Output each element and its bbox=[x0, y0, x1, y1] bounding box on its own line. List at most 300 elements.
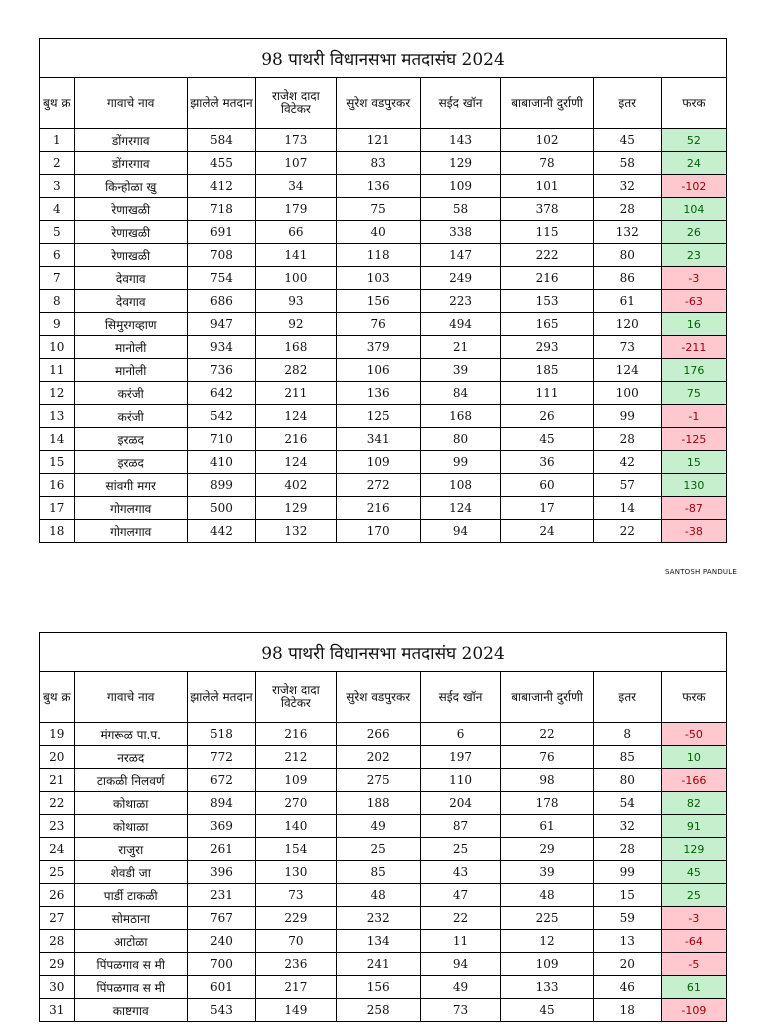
table-row bbox=[40, 497, 727, 520]
saeed-khan-cell: 147 bbox=[420, 244, 501, 267]
booth-no-cell: 3 bbox=[40, 175, 75, 198]
header-booth-no: बुथ क्र bbox=[40, 672, 75, 723]
babajani-durrani-cell: 178 bbox=[501, 792, 593, 815]
table-row bbox=[40, 474, 727, 497]
table-row bbox=[40, 792, 727, 815]
difference-cell: 61 bbox=[661, 976, 726, 999]
booth-no-cell: 14 bbox=[40, 428, 75, 451]
rajesh-vitekar-cell: 154 bbox=[256, 838, 337, 861]
others-cell: 73 bbox=[593, 336, 661, 359]
others-cell: 54 bbox=[593, 792, 661, 815]
table-row bbox=[40, 198, 727, 221]
booth-no-cell: 19 bbox=[40, 723, 75, 746]
suresh-wadpurkar-cell: 106 bbox=[336, 359, 420, 382]
rajesh-vitekar-cell: 129 bbox=[256, 497, 337, 520]
rajesh-vitekar-cell: 92 bbox=[256, 313, 337, 336]
suresh-wadpurkar-cell: 266 bbox=[336, 723, 420, 746]
rajesh-vitekar-cell: 109 bbox=[256, 769, 337, 792]
suresh-wadpurkar-cell: 156 bbox=[336, 976, 420, 999]
saeed-khan-cell: 21 bbox=[420, 336, 501, 359]
table-row bbox=[40, 723, 727, 746]
village-name-cell: रेणाखळी bbox=[74, 221, 187, 244]
others-cell: 28 bbox=[593, 838, 661, 861]
saeed-khan-cell: 43 bbox=[420, 861, 501, 884]
table-row bbox=[40, 152, 727, 175]
total-votes-cell: 518 bbox=[187, 723, 255, 746]
babajani-durrani-cell: 39 bbox=[501, 861, 593, 884]
babajani-durrani-cell: 12 bbox=[501, 930, 593, 953]
table-row bbox=[40, 953, 727, 976]
babajani-durrani-cell: 22 bbox=[501, 723, 593, 746]
difference-cell: -1 bbox=[661, 405, 726, 428]
header-difference: फरक bbox=[661, 78, 726, 129]
header-difference: फरक bbox=[661, 672, 726, 723]
difference-cell: -102 bbox=[661, 175, 726, 198]
suresh-wadpurkar-cell: 121 bbox=[336, 129, 420, 152]
table-title: 98 पाथरी विधानसभा मतदासंघ 2024 bbox=[40, 39, 727, 78]
difference-cell: -5 bbox=[661, 953, 726, 976]
village-name-cell: करंजी bbox=[74, 405, 187, 428]
village-name-cell: मानोली bbox=[74, 359, 187, 382]
babajani-durrani-cell: 101 bbox=[501, 175, 593, 198]
saeed-khan-cell: 109 bbox=[420, 175, 501, 198]
village-name-cell: सिमुरगव्हाण bbox=[74, 313, 187, 336]
total-votes-cell: 396 bbox=[187, 861, 255, 884]
rajesh-vitekar-cell: 212 bbox=[256, 746, 337, 769]
suresh-wadpurkar-cell: 125 bbox=[336, 405, 420, 428]
total-votes-cell: 772 bbox=[187, 746, 255, 769]
total-votes-cell: 410 bbox=[187, 451, 255, 474]
header-others: इतर bbox=[593, 672, 661, 723]
babajani-durrani-cell: 293 bbox=[501, 336, 593, 359]
rajesh-vitekar-cell: 229 bbox=[256, 907, 337, 930]
total-votes-cell: 767 bbox=[187, 907, 255, 930]
babajani-durrani-cell: 225 bbox=[501, 907, 593, 930]
booth-no-cell: 5 bbox=[40, 221, 75, 244]
booth-no-cell: 11 bbox=[40, 359, 75, 382]
table-row bbox=[40, 520, 727, 543]
booth-no-cell: 25 bbox=[40, 861, 75, 884]
booth-no-cell: 16 bbox=[40, 474, 75, 497]
others-cell: 99 bbox=[593, 405, 661, 428]
total-votes-cell: 672 bbox=[187, 769, 255, 792]
suresh-wadpurkar-cell: 232 bbox=[336, 907, 420, 930]
total-votes-cell: 708 bbox=[187, 244, 255, 267]
difference-cell: 104 bbox=[661, 198, 726, 221]
booth-no-cell: 6 bbox=[40, 244, 75, 267]
others-cell: 28 bbox=[593, 428, 661, 451]
rajesh-vitekar-cell: 168 bbox=[256, 336, 337, 359]
table-row bbox=[40, 838, 727, 861]
total-votes-cell: 500 bbox=[187, 497, 255, 520]
saeed-khan-cell: 494 bbox=[420, 313, 501, 336]
saeed-khan-cell: 80 bbox=[420, 428, 501, 451]
babajani-durrani-cell: 133 bbox=[501, 976, 593, 999]
rajesh-vitekar-cell: 402 bbox=[256, 474, 337, 497]
rajesh-vitekar-cell: 216 bbox=[256, 428, 337, 451]
others-cell: 80 bbox=[593, 244, 661, 267]
total-votes-cell: 601 bbox=[187, 976, 255, 999]
rajesh-vitekar-cell: 179 bbox=[256, 198, 337, 221]
difference-cell: 23 bbox=[661, 244, 726, 267]
saeed-khan-cell: 223 bbox=[420, 290, 501, 313]
total-votes-cell: 736 bbox=[187, 359, 255, 382]
total-votes-cell: 240 bbox=[187, 930, 255, 953]
village-name-cell: पिंपळगाव स मी bbox=[74, 976, 187, 999]
babajani-durrani-cell: 61 bbox=[501, 815, 593, 838]
header-row bbox=[40, 78, 727, 129]
rajesh-vitekar-cell: 216 bbox=[256, 723, 337, 746]
saeed-khan-cell: 49 bbox=[420, 976, 501, 999]
booth-no-cell: 12 bbox=[40, 382, 75, 405]
others-cell: 59 bbox=[593, 907, 661, 930]
village-name-cell: कोथाळा bbox=[74, 815, 187, 838]
rajesh-vitekar-cell: 100 bbox=[256, 267, 337, 290]
suresh-wadpurkar-cell: 85 bbox=[336, 861, 420, 884]
saeed-khan-cell: 143 bbox=[420, 129, 501, 152]
babajani-durrani-cell: 185 bbox=[501, 359, 593, 382]
suresh-wadpurkar-cell: 170 bbox=[336, 520, 420, 543]
total-votes-cell: 642 bbox=[187, 382, 255, 405]
rajesh-vitekar-cell: 282 bbox=[256, 359, 337, 382]
suresh-wadpurkar-cell: 134 bbox=[336, 930, 420, 953]
rajesh-vitekar-cell: 93 bbox=[256, 290, 337, 313]
total-votes-cell: 754 bbox=[187, 267, 255, 290]
table-row bbox=[40, 884, 727, 907]
village-name-cell: पिंपळगाव स मी bbox=[74, 953, 187, 976]
babajani-durrani-cell: 98 bbox=[501, 769, 593, 792]
rajesh-vitekar-cell: 66 bbox=[256, 221, 337, 244]
babajani-durrani-cell: 378 bbox=[501, 198, 593, 221]
rajesh-vitekar-cell: 70 bbox=[256, 930, 337, 953]
difference-cell: -38 bbox=[661, 520, 726, 543]
others-cell: 42 bbox=[593, 451, 661, 474]
suresh-wadpurkar-cell: 272 bbox=[336, 474, 420, 497]
others-cell: 14 bbox=[593, 497, 661, 520]
village-name-cell: देवगाव bbox=[74, 290, 187, 313]
others-cell: 80 bbox=[593, 769, 661, 792]
booth-no-cell: 29 bbox=[40, 953, 75, 976]
total-votes-cell: 894 bbox=[187, 792, 255, 815]
saeed-khan-cell: 338 bbox=[420, 221, 501, 244]
difference-cell: -87 bbox=[661, 497, 726, 520]
babajani-durrani-cell: 45 bbox=[501, 999, 593, 1022]
table-row bbox=[40, 336, 727, 359]
table-row bbox=[40, 907, 727, 930]
total-votes-cell: 231 bbox=[187, 884, 255, 907]
difference-cell: 176 bbox=[661, 359, 726, 382]
saeed-khan-cell: 58 bbox=[420, 198, 501, 221]
rajesh-vitekar-cell: 34 bbox=[256, 175, 337, 198]
village-name-cell: आटोळा bbox=[74, 930, 187, 953]
village-name-cell: डोंगरगाव bbox=[74, 129, 187, 152]
rajesh-vitekar-cell: 73 bbox=[256, 884, 337, 907]
others-cell: 124 bbox=[593, 359, 661, 382]
booth-no-cell: 9 bbox=[40, 313, 75, 336]
village-name-cell: कोथाळा bbox=[74, 792, 187, 815]
village-name-cell: सांवगी मगर bbox=[74, 474, 187, 497]
babajani-durrani-cell: 78 bbox=[501, 152, 593, 175]
difference-cell: -3 bbox=[661, 907, 726, 930]
babajani-durrani-cell: 48 bbox=[501, 884, 593, 907]
rajesh-vitekar-cell: 132 bbox=[256, 520, 337, 543]
saeed-khan-cell: 249 bbox=[420, 267, 501, 290]
suresh-wadpurkar-cell: 76 bbox=[336, 313, 420, 336]
difference-cell: -211 bbox=[661, 336, 726, 359]
babajani-durrani-cell: 17 bbox=[501, 497, 593, 520]
saeed-khan-cell: 47 bbox=[420, 884, 501, 907]
booth-no-cell: 28 bbox=[40, 930, 75, 953]
table-row bbox=[40, 976, 727, 999]
difference-cell: 75 bbox=[661, 382, 726, 405]
village-name-cell: सोमठाना bbox=[74, 907, 187, 930]
header-total-votes: झालेले मतदान bbox=[187, 672, 255, 723]
village-name-cell: गोगलगाव bbox=[74, 520, 187, 543]
others-cell: 46 bbox=[593, 976, 661, 999]
saeed-khan-cell: 129 bbox=[420, 152, 501, 175]
saeed-khan-cell: 73 bbox=[420, 999, 501, 1022]
total-votes-cell: 412 bbox=[187, 175, 255, 198]
header-babajani-durrani: बाबाजानी दुर्राणी bbox=[501, 78, 593, 129]
babajani-durrani-cell: 216 bbox=[501, 267, 593, 290]
others-cell: 13 bbox=[593, 930, 661, 953]
difference-cell: 16 bbox=[661, 313, 726, 336]
difference-cell: 10 bbox=[661, 746, 726, 769]
difference-cell: -64 bbox=[661, 930, 726, 953]
saeed-khan-cell: 204 bbox=[420, 792, 501, 815]
total-votes-cell: 542 bbox=[187, 405, 255, 428]
difference-cell: -3 bbox=[661, 267, 726, 290]
saeed-khan-cell: 99 bbox=[420, 451, 501, 474]
difference-cell: 25 bbox=[661, 884, 726, 907]
village-name-cell: रेणाखळी bbox=[74, 244, 187, 267]
table-row bbox=[40, 244, 727, 267]
saeed-khan-cell: 124 bbox=[420, 497, 501, 520]
others-cell: 132 bbox=[593, 221, 661, 244]
total-votes-cell: 934 bbox=[187, 336, 255, 359]
header-total-votes: झालेले मतदान bbox=[187, 78, 255, 129]
table-row bbox=[40, 267, 727, 290]
suresh-wadpurkar-cell: 275 bbox=[336, 769, 420, 792]
booth-no-cell: 10 bbox=[40, 336, 75, 359]
saeed-khan-cell: 11 bbox=[420, 930, 501, 953]
rajesh-vitekar-cell: 236 bbox=[256, 953, 337, 976]
suresh-wadpurkar-cell: 216 bbox=[336, 497, 420, 520]
rajesh-vitekar-cell: 211 bbox=[256, 382, 337, 405]
booth-no-cell: 27 bbox=[40, 907, 75, 930]
total-votes-cell: 369 bbox=[187, 815, 255, 838]
others-cell: 8 bbox=[593, 723, 661, 746]
rajesh-vitekar-cell: 149 bbox=[256, 999, 337, 1022]
total-votes-cell: 455 bbox=[187, 152, 255, 175]
village-name-cell: डोंगरगाव bbox=[74, 152, 187, 175]
suresh-wadpurkar-cell: 109 bbox=[336, 451, 420, 474]
table-row bbox=[40, 382, 727, 405]
village-name-cell: टाकळी निलवर्ण bbox=[74, 769, 187, 792]
header-rajesh-vitekar: राजेश दादा विटेकर bbox=[256, 672, 337, 723]
village-name-cell: देवगाव bbox=[74, 267, 187, 290]
difference-cell: 26 bbox=[661, 221, 726, 244]
header-suresh-wadpurkar: सुरेश वडपुरकर bbox=[336, 78, 420, 129]
others-cell: 22 bbox=[593, 520, 661, 543]
total-votes-cell: 691 bbox=[187, 221, 255, 244]
table-row bbox=[40, 999, 727, 1022]
booth-no-cell: 18 bbox=[40, 520, 75, 543]
table-row bbox=[40, 930, 727, 953]
table-row bbox=[40, 290, 727, 313]
booth-no-cell: 22 bbox=[40, 792, 75, 815]
difference-cell: 45 bbox=[661, 861, 726, 884]
table-row bbox=[40, 746, 727, 769]
saeed-khan-cell: 94 bbox=[420, 953, 501, 976]
booth-no-cell: 1 bbox=[40, 129, 75, 152]
babajani-durrani-cell: 109 bbox=[501, 953, 593, 976]
others-cell: 61 bbox=[593, 290, 661, 313]
village-name-cell: मानोली bbox=[74, 336, 187, 359]
suresh-wadpurkar-cell: 48 bbox=[336, 884, 420, 907]
suresh-wadpurkar-cell: 40 bbox=[336, 221, 420, 244]
difference-cell: -63 bbox=[661, 290, 726, 313]
others-cell: 32 bbox=[593, 815, 661, 838]
suresh-wadpurkar-cell: 136 bbox=[336, 175, 420, 198]
others-cell: 86 bbox=[593, 267, 661, 290]
village-name-cell: काष्टगाव bbox=[74, 999, 187, 1022]
saeed-khan-cell: 39 bbox=[420, 359, 501, 382]
suresh-wadpurkar-cell: 103 bbox=[336, 267, 420, 290]
saeed-khan-cell: 197 bbox=[420, 746, 501, 769]
booth-no-cell: 26 bbox=[40, 884, 75, 907]
others-cell: 15 bbox=[593, 884, 661, 907]
others-cell: 58 bbox=[593, 152, 661, 175]
saeed-khan-cell: 108 bbox=[420, 474, 501, 497]
others-cell: 85 bbox=[593, 746, 661, 769]
suresh-wadpurkar-cell: 379 bbox=[336, 336, 420, 359]
header-village-name: गावाचे नाव bbox=[74, 672, 187, 723]
suresh-wadpurkar-cell: 341 bbox=[336, 428, 420, 451]
babajani-durrani-cell: 76 bbox=[501, 746, 593, 769]
babajani-durrani-cell: 36 bbox=[501, 451, 593, 474]
total-votes-cell: 899 bbox=[187, 474, 255, 497]
others-cell: 18 bbox=[593, 999, 661, 1022]
babajani-durrani-cell: 24 bbox=[501, 520, 593, 543]
table-row bbox=[40, 428, 727, 451]
saeed-khan-cell: 25 bbox=[420, 838, 501, 861]
village-name-cell: नरळद bbox=[74, 746, 187, 769]
header-saeed-khan: सईद खॉन bbox=[420, 78, 501, 129]
village-name-cell: शेवडी जा bbox=[74, 861, 187, 884]
table-row bbox=[40, 221, 727, 244]
difference-cell: -125 bbox=[661, 428, 726, 451]
suresh-wadpurkar-cell: 202 bbox=[336, 746, 420, 769]
table-row bbox=[40, 175, 727, 198]
others-cell: 45 bbox=[593, 129, 661, 152]
others-cell: 28 bbox=[593, 198, 661, 221]
rajesh-vitekar-cell: 217 bbox=[256, 976, 337, 999]
header-saeed-khan: सईद खॉन bbox=[420, 672, 501, 723]
babajani-durrani-cell: 60 bbox=[501, 474, 593, 497]
village-name-cell: इरळद bbox=[74, 428, 187, 451]
booth-no-cell: 4 bbox=[40, 198, 75, 221]
table-row bbox=[40, 129, 727, 152]
saeed-khan-cell: 87 bbox=[420, 815, 501, 838]
total-votes-cell: 261 bbox=[187, 838, 255, 861]
difference-cell: -109 bbox=[661, 999, 726, 1022]
village-name-cell: रेणाखळी bbox=[74, 198, 187, 221]
total-votes-cell: 710 bbox=[187, 428, 255, 451]
saeed-khan-cell: 22 bbox=[420, 907, 501, 930]
table-title: 98 पाथरी विधानसभा मतदासंघ 2024 bbox=[40, 633, 727, 672]
others-cell: 57 bbox=[593, 474, 661, 497]
rajesh-vitekar-cell: 124 bbox=[256, 405, 337, 428]
others-cell: 32 bbox=[593, 175, 661, 198]
booth-no-cell: 17 bbox=[40, 497, 75, 520]
saeed-khan-cell: 6 bbox=[420, 723, 501, 746]
babajani-durrani-cell: 102 bbox=[501, 129, 593, 152]
difference-cell: 52 bbox=[661, 129, 726, 152]
suresh-wadpurkar-cell: 258 bbox=[336, 999, 420, 1022]
others-cell: 100 bbox=[593, 382, 661, 405]
total-votes-cell: 584 bbox=[187, 129, 255, 152]
others-cell: 20 bbox=[593, 953, 661, 976]
suresh-wadpurkar-cell: 75 bbox=[336, 198, 420, 221]
booth-no-cell: 7 bbox=[40, 267, 75, 290]
suresh-wadpurkar-cell: 118 bbox=[336, 244, 420, 267]
others-cell: 99 bbox=[593, 861, 661, 884]
header-row bbox=[40, 672, 727, 723]
babajani-durrani-cell: 29 bbox=[501, 838, 593, 861]
booth-no-cell: 8 bbox=[40, 290, 75, 313]
rajesh-vitekar-cell: 173 bbox=[256, 129, 337, 152]
total-votes-cell: 686 bbox=[187, 290, 255, 313]
village-name-cell: किन्होळा खु bbox=[74, 175, 187, 198]
suresh-wadpurkar-cell: 25 bbox=[336, 838, 420, 861]
village-name-cell: मंगरूळ पा.प. bbox=[74, 723, 187, 746]
suresh-wadpurkar-cell: 188 bbox=[336, 792, 420, 815]
results-table-2 bbox=[39, 632, 727, 1022]
village-name-cell: राजुरा bbox=[74, 838, 187, 861]
table-row bbox=[40, 451, 727, 474]
saeed-khan-cell: 94 bbox=[420, 520, 501, 543]
saeed-khan-cell: 168 bbox=[420, 405, 501, 428]
babajani-durrani-cell: 115 bbox=[501, 221, 593, 244]
rajesh-vitekar-cell: 270 bbox=[256, 792, 337, 815]
difference-cell: 24 bbox=[661, 152, 726, 175]
rajesh-vitekar-cell: 124 bbox=[256, 451, 337, 474]
rajesh-vitekar-cell: 140 bbox=[256, 815, 337, 838]
results-table-1 bbox=[39, 38, 727, 543]
village-name-cell: करंजी bbox=[74, 382, 187, 405]
rajesh-vitekar-cell: 107 bbox=[256, 152, 337, 175]
table-row bbox=[40, 815, 727, 838]
suresh-wadpurkar-cell: 49 bbox=[336, 815, 420, 838]
saeed-khan-cell: 84 bbox=[420, 382, 501, 405]
booth-no-cell: 21 bbox=[40, 769, 75, 792]
babajani-durrani-cell: 45 bbox=[501, 428, 593, 451]
booth-no-cell: 2 bbox=[40, 152, 75, 175]
saeed-khan-cell: 110 bbox=[420, 769, 501, 792]
others-cell: 120 bbox=[593, 313, 661, 336]
booth-no-cell: 20 bbox=[40, 746, 75, 769]
babajani-durrani-cell: 111 bbox=[501, 382, 593, 405]
booth-no-cell: 24 bbox=[40, 838, 75, 861]
table-row bbox=[40, 359, 727, 382]
difference-cell: 91 bbox=[661, 815, 726, 838]
village-name-cell: गोगलगाव bbox=[74, 497, 187, 520]
difference-cell: 15 bbox=[661, 451, 726, 474]
header-village-name: गावाचे नाव bbox=[74, 78, 187, 129]
table-row bbox=[40, 769, 727, 792]
suresh-wadpurkar-cell: 83 bbox=[336, 152, 420, 175]
